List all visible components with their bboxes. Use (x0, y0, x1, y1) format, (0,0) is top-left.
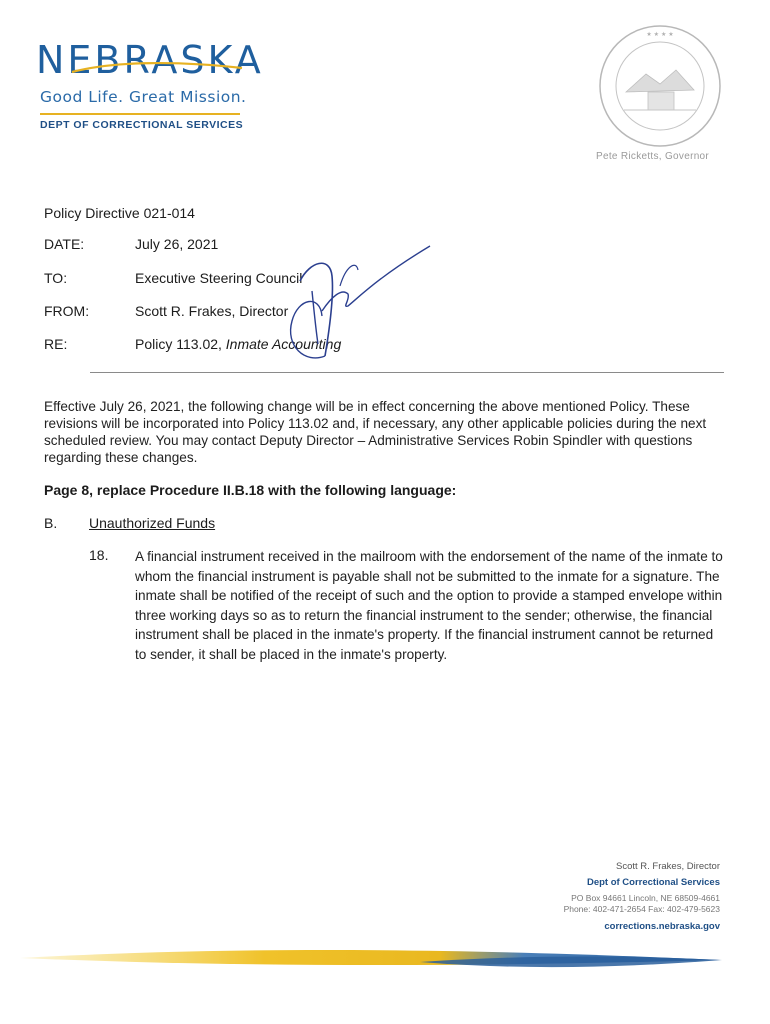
footer-phone: Phone: 402-471-2654 Fax: 402-479-5623 (563, 904, 720, 914)
department-name: DEPT OF CORRECTIONAL SERVICES (40, 119, 244, 131)
footer-department: Dept of Correctional Services (586, 877, 720, 888)
footer-website: corrections.nebraska.gov (604, 921, 720, 932)
re-value-title: Inmate Accounting (225, 336, 342, 352)
body-paragraph: Effective July 26, 2021, the following change will be in effect concerning the above mentioned Policy. These revisions will be incorporated into Policy 113.02 and, if necessary, any other applicable policies during the next scheduled review. You may contact Deputy Director – Administrative Services Robin Spindler with questions regarding these changes. (44, 399, 707, 465)
svg-text:★ ★ ★ ★: ★ ★ ★ ★ (646, 31, 674, 38)
swoosh-icon (70, 56, 245, 78)
divider (90, 372, 724, 373)
signature-icon (270, 236, 440, 366)
divider (40, 113, 240, 115)
date-label: DATE: (44, 236, 85, 252)
state-seal-icon (596, 22, 724, 150)
footer-name: Scott R. Frakes, Director (616, 861, 720, 872)
re-value-prefix: Policy 113.02, (135, 336, 226, 352)
instruction-heading: Page 8, replace Procedure II.B.18 with the following language: (44, 482, 457, 498)
from-value: Scott R. Frakes, Director (135, 303, 289, 319)
to-label: TO: (44, 270, 68, 286)
re-label: RE: (44, 336, 68, 352)
governor-name: Pete Ricketts, Governor (596, 151, 710, 162)
section-title: Unauthorized Funds (89, 515, 216, 531)
date-value: July 26, 2021 (135, 236, 219, 252)
policy-directive-number: Policy Directive 021-014 (44, 205, 195, 221)
state-wordmark: NEBRASKA (36, 38, 264, 82)
item-text: A financial instrument received in the mailroom with the endorsement of the name of the inmate to whom the financial instrument is payable shall not be submitted to the inmate for a signature. The inmate shall be notified of the receipt of such and the option to provide a stamped envelope within three working days so as to return the financial instrument to the sender; otherwise, the financial instrument shall be placed in the inmate's property. If the financial instrument cannot be returned to sender, it shall be placed in the inmate's property. (135, 549, 723, 662)
from-label: FROM: (44, 303, 90, 319)
item-number: 18. (89, 547, 109, 563)
tagline: Good Life. Great Mission. (40, 88, 247, 106)
footer-address: PO Box 94661 Lincoln, NE 68509-4661 (571, 893, 720, 903)
to-value: Executive Steering Council (135, 270, 303, 286)
section-letter: B. (44, 515, 58, 531)
footer-band-icon (0, 940, 770, 980)
